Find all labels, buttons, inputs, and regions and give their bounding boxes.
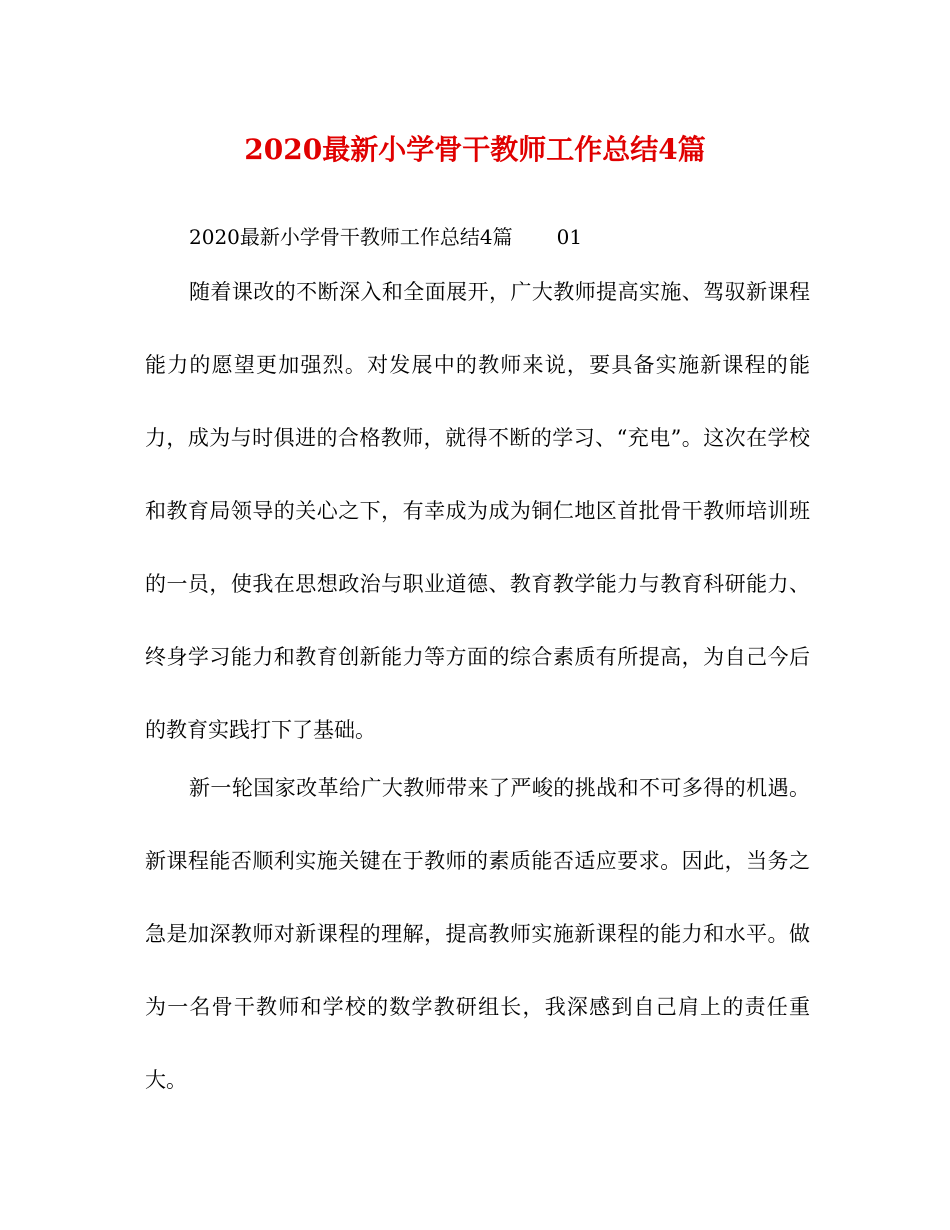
paragraph-2: 新一轮国家改革给广大教师带来了严峻的挑战和不可多得的机遇。新课程能否顺利实施关键在于教师的素质能否适应要求。因此，当务之急是加深教师对新课程的理解，提高教师实施新课程的能力和水平。做为一名骨干教师和学校的数学教研组长，我深感到自己肩上的责任重大。 [145,776,810,1092]
section-heading-text: 2020最新小学骨干教师工作总结4篇 [189,225,513,249]
section-number: 01 [556,225,583,249]
document-title: 2020最新小学骨干教师工作总结4篇 [244,133,706,166]
section-heading [189,222,582,252]
paragraph-1: 随着课改的不断深入和全面展开，广大教师提高实施、驾驭新课程能力的愿望更加强烈。对发展中的教师来说，要具备实施新课程的能力，成为与时俱进的合格教师，就得不断的学习、“充电”。这次在学校和教育局领导的关心之下，有幸成为成为铜仁地区首批骨干教师培训班的一员，使我在思想政治与职业道德、教育教学能力与教育科研能力、终身学习能力和教育创新能力等方面的综合素质有所提高，为自己今后的教育实践打下了基础。 [145,280,810,742]
